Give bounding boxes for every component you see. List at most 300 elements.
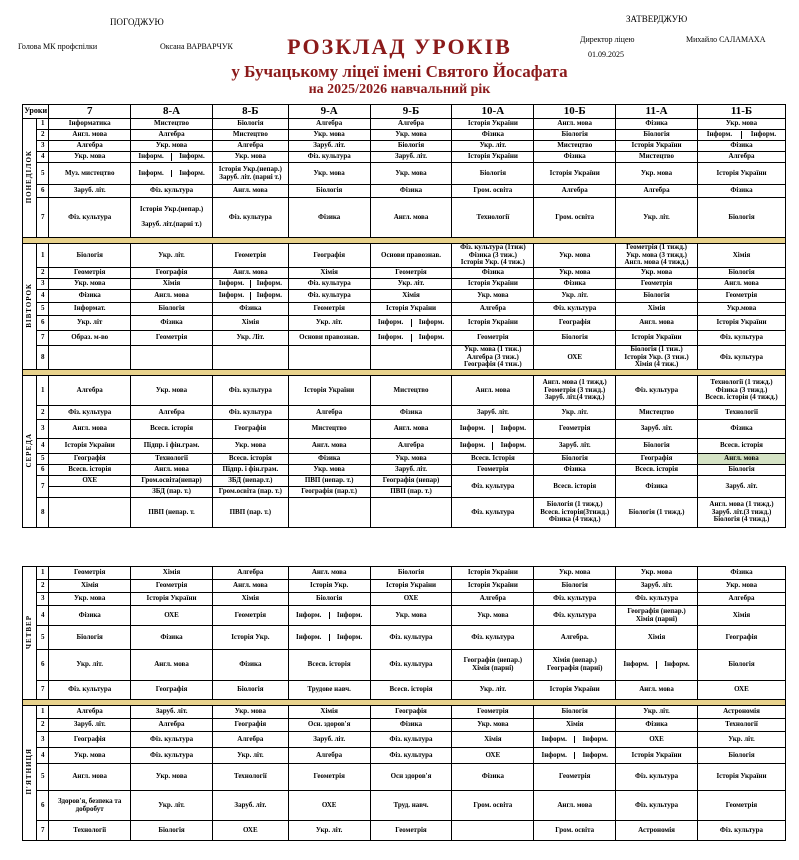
split-cell-part: Інформ. xyxy=(411,334,452,342)
split-cell-part: Інформ. xyxy=(329,634,370,642)
lesson-cell: Історія України xyxy=(370,303,452,316)
lesson-cell: Хімія xyxy=(131,279,213,290)
lesson-cell: Історія України xyxy=(452,279,534,290)
lesson-cell: Фіз. культура xyxy=(534,606,616,626)
lesson-cell: Фіз. культура xyxy=(288,290,370,303)
lesson-cell: Хімія xyxy=(212,593,288,606)
lesson-cell: Біологія xyxy=(370,141,452,152)
lesson-cell: Геометрія xyxy=(288,303,370,316)
lesson-cell: Географія xyxy=(131,681,213,700)
lesson-cell: Географія (непар.) Хімія (парні) xyxy=(616,606,698,626)
lesson-cell: Фізика xyxy=(370,185,452,198)
schedule-row xyxy=(23,130,786,141)
lesson-cell: Геометрія xyxy=(212,606,288,626)
page-subtitle: у Бучацькому ліцеї імені Святого Йосафата xyxy=(231,62,568,81)
lesson-cell: Образ. м-во xyxy=(49,331,131,346)
lesson-cell: Осн здоров'я xyxy=(370,764,452,791)
lesson-cell: Основи правознав. xyxy=(288,331,370,346)
split-cell-part: Інформ. xyxy=(623,660,649,669)
lesson-cell xyxy=(697,130,785,141)
lesson-cell: Географія xyxy=(131,268,213,279)
lesson-cell: Алгебра xyxy=(288,406,370,420)
lesson-cell: Мистецтво xyxy=(534,141,616,152)
lesson-cell: Алгебра xyxy=(212,567,288,580)
lesson-cell: Геометрія xyxy=(452,331,534,346)
lesson-cell: Астрономія xyxy=(616,821,698,841)
lesson-cell: Фіз. культура xyxy=(370,650,452,681)
approve-left-label: ПОГОДЖУЮ xyxy=(110,17,164,27)
split-cell-part: Інформ. xyxy=(250,292,288,300)
lesson-cell: Фіз. культура xyxy=(616,791,698,821)
lesson-cell: Біологія xyxy=(534,706,616,719)
lesson-cell: Заруб. літ. xyxy=(288,732,370,748)
lesson-cell: Англ. мова xyxy=(534,791,616,821)
lesson-cell: Історія України xyxy=(616,331,698,346)
split-cell xyxy=(616,661,697,669)
lesson-cell: Біологія xyxy=(288,185,370,198)
lesson-cell xyxy=(288,606,370,626)
lesson-cell: Історія України xyxy=(697,316,785,331)
column-header-lessons: Уроки xyxy=(23,105,49,119)
lesson-cell xyxy=(370,331,452,346)
lesson-cell: Фізика xyxy=(697,567,785,580)
lesson-cell: Хімія xyxy=(697,244,785,268)
lesson-cell: Фіз. культура xyxy=(616,593,698,606)
lesson-number: 4 xyxy=(37,606,49,626)
lesson-cell: Інформат. xyxy=(49,303,131,316)
lesson-cell: Хімія xyxy=(131,567,213,580)
lesson-cell: Географія xyxy=(49,732,131,748)
lesson-cell: Географія (пар.т.) xyxy=(288,487,370,498)
lesson-cell: Історія Укр. xyxy=(212,626,288,650)
lesson-number: 7 xyxy=(37,821,49,841)
lesson-cell: Біологія xyxy=(212,119,288,130)
lesson-cell: Всесв. історія xyxy=(212,454,288,465)
lesson-cell: Алгебра xyxy=(288,119,370,130)
lesson-cell: Укр. літ. xyxy=(131,244,213,268)
lesson-cell: Біологія xyxy=(697,465,785,476)
lesson-cell: Укр. мова xyxy=(370,130,452,141)
lesson-cell: Фіз. культура xyxy=(212,406,288,420)
lesson-cell: Фіз. культура xyxy=(49,198,131,238)
lesson-number: 7 xyxy=(37,331,49,346)
lesson-cell: Фізика xyxy=(452,268,534,279)
lesson-cell xyxy=(288,626,370,650)
lesson-cell: Заруб. літ. xyxy=(616,580,698,593)
lesson-cell: Алгебра xyxy=(452,303,534,316)
lesson-number: 1 xyxy=(37,119,49,130)
lesson-number: 6 xyxy=(37,185,49,198)
schedule-row xyxy=(23,821,786,841)
lesson-cell: Англ. мова (1 тижд.) Заруб. літ.(3 тижд.) Біологія (4 тижд.) xyxy=(697,498,785,528)
lesson-cell: ОХЕ xyxy=(697,681,785,700)
lesson-cell: Фізика xyxy=(370,406,452,420)
schedule-row xyxy=(23,346,786,370)
lesson-cell: Фіз. культура xyxy=(131,748,213,764)
lesson-cell: Англ. мова xyxy=(49,764,131,791)
lesson-cell: Фіз. культура xyxy=(49,406,131,420)
lesson-cell: Географія xyxy=(212,420,288,439)
lesson-cell: Фізика xyxy=(131,626,213,650)
lesson-cell: Алгебра xyxy=(370,119,452,130)
lesson-cell: Алгебра xyxy=(131,719,213,732)
lesson-cell xyxy=(452,821,534,841)
lesson-cell: Заруб. літ. xyxy=(370,152,452,163)
lesson-cell: Біологія xyxy=(131,303,213,316)
lesson-cell xyxy=(534,748,616,764)
lesson-cell: Укр. мова xyxy=(370,163,452,185)
lesson-cell: Укр. мова xyxy=(49,152,131,163)
schedule-row xyxy=(23,719,786,732)
lesson-number: 1 xyxy=(37,376,49,406)
lesson-cell: Фіз. культура xyxy=(370,626,452,650)
lesson-cell: Алгебра xyxy=(452,593,534,606)
lesson-cell: ОХЕ xyxy=(288,791,370,821)
split-cell xyxy=(371,319,452,327)
lesson-cell: Англ. мова xyxy=(616,681,698,700)
lesson-number: 2 xyxy=(37,268,49,279)
lesson-cell: Гром. освіта xyxy=(452,791,534,821)
lesson-cell: Геометрія xyxy=(131,331,213,346)
split-cell xyxy=(371,334,452,342)
lesson-cell: Геометрія xyxy=(49,268,131,279)
lesson-number: 5 xyxy=(37,626,49,650)
lesson-cell: Геометрія xyxy=(212,244,288,268)
split-cell-part: Інформ. xyxy=(295,610,322,619)
lesson-cell: Укр. мова xyxy=(131,141,213,152)
lesson-cell: Укр. мова xyxy=(288,163,370,185)
lesson-cell: Укр.мова xyxy=(697,303,785,316)
lesson-cell: Біологія xyxy=(534,331,616,346)
lesson-cell: Біологія xyxy=(697,268,785,279)
approve-right-date: 01.09.2025 xyxy=(588,50,624,59)
lesson-cell: ОХЕ xyxy=(49,476,131,487)
lesson-cell: Фіз. культура xyxy=(131,732,213,748)
lesson-cell: ОХЕ xyxy=(616,732,698,748)
lesson-cell: Фіз. культура xyxy=(534,593,616,606)
lesson-cell xyxy=(370,316,452,331)
lesson-cell: Трудове навч. xyxy=(288,681,370,700)
schedule-row xyxy=(23,498,786,528)
split-cell-part: Інформ. xyxy=(574,752,615,760)
schedule-table-top xyxy=(22,104,786,528)
lesson-cell: Біологія xyxy=(212,681,288,700)
column-header-class: 10-А xyxy=(452,105,534,119)
lesson-cell: Алгебра xyxy=(697,152,785,163)
split-cell-part: Інформ. xyxy=(218,279,245,288)
schedule-row xyxy=(23,141,786,152)
lesson-cell: Англ. мова xyxy=(534,119,616,130)
split-cell-part: Інформ. xyxy=(171,170,212,178)
schedule-row xyxy=(23,185,786,198)
lesson-cell: Укр. літ. xyxy=(534,290,616,303)
lesson-cell: Хімія xyxy=(616,303,698,316)
lesson-cell: Історія України xyxy=(452,152,534,163)
lesson-cell: Фізика xyxy=(697,141,785,152)
lesson-cell: Всесв. історія xyxy=(616,465,698,476)
lesson-number: 2 xyxy=(37,130,49,141)
schedule-row xyxy=(23,406,786,420)
lesson-number: 1 xyxy=(37,244,49,268)
page-title: РОЗКЛАД УРОКІВ xyxy=(287,34,512,59)
day-label: П'ЯТНИЦЯ xyxy=(23,706,37,841)
lesson-cell: Біологія xyxy=(49,626,131,650)
lesson-cell: Англ. мова xyxy=(616,316,698,331)
split-cell xyxy=(131,153,212,161)
lesson-number: 2 xyxy=(37,719,49,732)
lesson-cell: Гром.освіта(непар) xyxy=(131,476,213,487)
schedule-row xyxy=(23,791,786,821)
lesson-number: 7 xyxy=(37,198,49,238)
column-header-class: 8-Б xyxy=(212,105,288,119)
lesson-cell: ЗБД (непар.т.) xyxy=(212,476,288,487)
lesson-cell: Біологія xyxy=(370,567,452,580)
lesson-cell: Біологія (1 тиж.) Історія Укр. (3 тиж.) Хімія (4 тиж.) xyxy=(616,346,698,370)
split-cell-part: Інформ. xyxy=(459,441,486,450)
lesson-cell: Хімія xyxy=(212,316,288,331)
lesson-cell xyxy=(131,152,213,163)
lesson-cell xyxy=(212,290,288,303)
lesson-cell: Підпр. і фін.грам. xyxy=(212,465,288,476)
lesson-cell: Історія України xyxy=(288,376,370,406)
split-cell xyxy=(534,736,615,744)
lesson-cell: Біологія xyxy=(534,454,616,465)
split-cell xyxy=(534,752,615,760)
lesson-cell: Фізика xyxy=(616,719,698,732)
lesson-cell: Укр. літ. xyxy=(616,706,698,719)
lesson-cell: Укр. мова (1 тиж.) Алгебра (3 тиж.) Географія (4 тиж.) xyxy=(452,346,534,370)
lesson-cell: Геометрія xyxy=(697,290,785,303)
lesson-cell: Укр. мова xyxy=(212,706,288,719)
lesson-cell: Англ. мова xyxy=(49,420,131,439)
lesson-cell xyxy=(370,498,452,528)
lesson-cell: Фіз. культура xyxy=(370,732,452,748)
lesson-cell: Фізика xyxy=(212,303,288,316)
lesson-cell: Всесв. історія xyxy=(697,439,785,454)
lesson-cell: Заруб. літ. xyxy=(534,439,616,454)
lesson-number: 6 xyxy=(37,650,49,681)
lesson-cell: Фіз. культура xyxy=(697,331,785,346)
lesson-cell xyxy=(49,487,131,498)
schedule-row xyxy=(23,279,786,290)
lesson-cell: Заруб. літ. xyxy=(452,406,534,420)
lesson-cell: Англ. мова xyxy=(212,185,288,198)
schedule-table-bottom xyxy=(22,566,786,841)
lesson-cell: Алгебра xyxy=(697,593,785,606)
column-header-class: 9-Б xyxy=(370,105,452,119)
lesson-cell: Географія xyxy=(49,454,131,465)
lesson-cell: Мистецтво xyxy=(288,420,370,439)
lesson-cell: Біологія xyxy=(616,290,698,303)
lesson-cell: Алгебра xyxy=(534,185,616,198)
lesson-cell: Біологія xyxy=(534,130,616,141)
schedule-row xyxy=(23,316,786,331)
schedule-row xyxy=(23,732,786,748)
lesson-cell: Мистецтво xyxy=(212,130,288,141)
lesson-cell xyxy=(288,346,370,370)
lesson-cell: Географія xyxy=(212,719,288,732)
lesson-cell: Підпр. і фін.грам. xyxy=(131,439,213,454)
lesson-cell: Укр. мова xyxy=(534,244,616,268)
lesson-cell: Гром.освіта (пар. т.) xyxy=(212,487,288,498)
split-cell-part: Інформ. xyxy=(574,736,615,744)
lesson-cell: Укр. Літ. xyxy=(212,331,288,346)
schedule-row xyxy=(23,290,786,303)
lesson-cell: Мистецтво xyxy=(370,376,452,406)
lesson-cell: Укр. літ. xyxy=(697,732,785,748)
lesson-cell: Хімія xyxy=(452,732,534,748)
schedule-row xyxy=(23,198,786,238)
schedule-row xyxy=(23,476,786,487)
lesson-cell: Англ. мова xyxy=(370,420,452,439)
schedule-row xyxy=(23,420,786,439)
lesson-cell: Алгебра xyxy=(212,141,288,152)
lesson-cell: Всесв. історія xyxy=(288,650,370,681)
lesson-cell: Хімія xyxy=(370,290,452,303)
lesson-number: 5 xyxy=(37,163,49,185)
lesson-cell: Геометрія xyxy=(534,420,616,439)
lesson-cell: Технології xyxy=(697,719,785,732)
lesson-cell: Біологія xyxy=(131,821,213,841)
lesson-cell: Історія Укр. xyxy=(288,580,370,593)
split-cell-part: Інформ. xyxy=(411,319,452,327)
lesson-cell xyxy=(288,498,370,528)
split-cell-part: Інформ. xyxy=(218,291,245,300)
split-cell-part: Інформ. xyxy=(250,280,288,288)
lesson-cell: Фізика xyxy=(616,119,698,130)
split-cell-part: Інформ. xyxy=(329,612,370,620)
split-cell xyxy=(698,131,785,139)
lesson-cell: ПВП (пар. т.) xyxy=(370,487,452,498)
lesson-cell: Фізика xyxy=(697,185,785,198)
lesson-cell: Історія України xyxy=(534,163,616,185)
lesson-cell: Біологія (1 тижд.) xyxy=(616,498,698,528)
lesson-cell: Технології (1 тижд.) Фізика (3 тижд.) Всесв. історія (4 тижд.) xyxy=(697,376,785,406)
lesson-cell: Англ. мова xyxy=(288,567,370,580)
schedule-row xyxy=(23,567,786,580)
lesson-cell: Фізика xyxy=(534,465,616,476)
lesson-cell: Фізика xyxy=(616,476,698,498)
lesson-cell: Геометрія xyxy=(534,764,616,791)
split-cell-part: Інформ. xyxy=(138,168,164,177)
lesson-cell: Алгебра xyxy=(616,185,698,198)
lesson-cell: Фізика xyxy=(131,316,213,331)
lesson-number: 3 xyxy=(37,279,49,290)
lesson-cell: Заруб. літ. xyxy=(49,719,131,732)
lesson-cell: Хімія xyxy=(534,719,616,732)
lesson-cell: Укр. літ. xyxy=(212,748,288,764)
lesson-cell: Всесв. історія xyxy=(370,681,452,700)
lesson-cell: Укр. мова xyxy=(370,454,452,465)
lesson-number: 6 xyxy=(37,465,49,476)
lesson-number: 6 xyxy=(37,791,49,821)
lesson-cell: Укр. літ. xyxy=(288,821,370,841)
lesson-cell: Укр. мова xyxy=(534,268,616,279)
lesson-cell: Алгебра xyxy=(370,439,452,454)
lesson-cell: Історія України xyxy=(131,593,213,606)
lesson-cell: Фіз. культура xyxy=(370,748,452,764)
lesson-cell: Історія України xyxy=(452,567,534,580)
approve-right-name: Михайло САЛАМАХА xyxy=(686,35,766,44)
lesson-cell: Географія xyxy=(370,706,452,719)
lesson-cell: Алгебра xyxy=(212,732,288,748)
schedule-row xyxy=(23,681,786,700)
split-cell xyxy=(289,612,370,620)
split-cell-part: Інформ. xyxy=(541,750,567,759)
lesson-number: 5 xyxy=(37,764,49,791)
lesson-cell: Хімія xyxy=(697,606,785,626)
lesson-cell: Укр. мова xyxy=(452,290,534,303)
lesson-cell: Англ. мова xyxy=(131,290,213,303)
lesson-cell: Астрономія xyxy=(697,706,785,719)
lesson-cell: Фізика xyxy=(49,606,131,626)
lesson-cell: Всесв. історія xyxy=(534,476,616,498)
lesson-cell: Технології xyxy=(452,198,534,238)
lesson-cell: Укр. мова xyxy=(288,465,370,476)
lesson-cell: Англ. мова xyxy=(49,130,131,141)
lesson-cell: Укр. літ xyxy=(49,316,131,331)
lesson-cell: Мистецтво xyxy=(616,406,698,420)
lesson-cell: Укр. мова xyxy=(49,593,131,606)
split-cell-part: Інформ. xyxy=(492,425,533,433)
lesson-cell: Хімія xyxy=(288,268,370,279)
lesson-cell: Історія України xyxy=(616,748,698,764)
lesson-cell: Укр. мова xyxy=(616,268,698,279)
lesson-cell: Геометрія (1 тижд.) Укр. мова (3 тижд.) Англ. мова (4 тижд.) xyxy=(616,244,698,268)
lesson-cell: Геометрія xyxy=(370,821,452,841)
lesson-cell: Геометрія xyxy=(288,764,370,791)
schedule-row xyxy=(23,626,786,650)
lesson-cell: Всесв. історія xyxy=(131,420,213,439)
split-cell-part: Інформ. xyxy=(295,632,322,641)
lesson-cell: Географія xyxy=(288,244,370,268)
split-cell-part: Інформ. xyxy=(541,734,567,743)
lesson-cell: Заруб. літ. xyxy=(212,791,288,821)
lesson-cell: Фізика xyxy=(534,279,616,290)
approve-left-name: Оксана ВАРВАРЧУК xyxy=(160,42,233,51)
lesson-cell: Алгебра xyxy=(49,141,131,152)
lesson-cell: Основи правознав. xyxy=(370,244,452,268)
lesson-cell: Алгебра. xyxy=(534,626,616,650)
lesson-cell: Заруб. літ. xyxy=(616,420,698,439)
lesson-cell xyxy=(212,279,288,290)
lesson-cell: Фізика xyxy=(49,290,131,303)
lesson-cell: Фіз. культура xyxy=(616,764,698,791)
schedule-row xyxy=(23,465,786,476)
lesson-cell: Геометрія xyxy=(452,465,534,476)
lesson-cell: Фізика xyxy=(370,719,452,732)
lesson-cell: Англ. мова xyxy=(212,268,288,279)
lesson-cell: Фіз. культура xyxy=(212,376,288,406)
lesson-cell: Історія України xyxy=(697,163,785,185)
lesson-cell: Фіз. культура xyxy=(452,626,534,650)
lesson-cell: Фізика xyxy=(697,420,785,439)
lesson-cell: Інформатика xyxy=(49,119,131,130)
lesson-cell: Географія xyxy=(534,316,616,331)
lesson-number: 1 xyxy=(37,567,49,580)
split-cell xyxy=(213,280,288,288)
lesson-number: 8 xyxy=(37,346,49,370)
lesson-cell: ОХЕ xyxy=(452,748,534,764)
lesson-cell: Фіз. культура xyxy=(49,681,131,700)
split-cell xyxy=(452,442,533,450)
split-cell xyxy=(289,634,370,642)
lesson-cell: Укр. мова xyxy=(616,163,698,185)
lesson-cell: Біологія xyxy=(697,748,785,764)
lesson-cell: Укр. мова xyxy=(212,152,288,163)
lesson-cell: ПВП (непар. т.) xyxy=(288,476,370,487)
lesson-cell: Труд. навч. xyxy=(370,791,452,821)
